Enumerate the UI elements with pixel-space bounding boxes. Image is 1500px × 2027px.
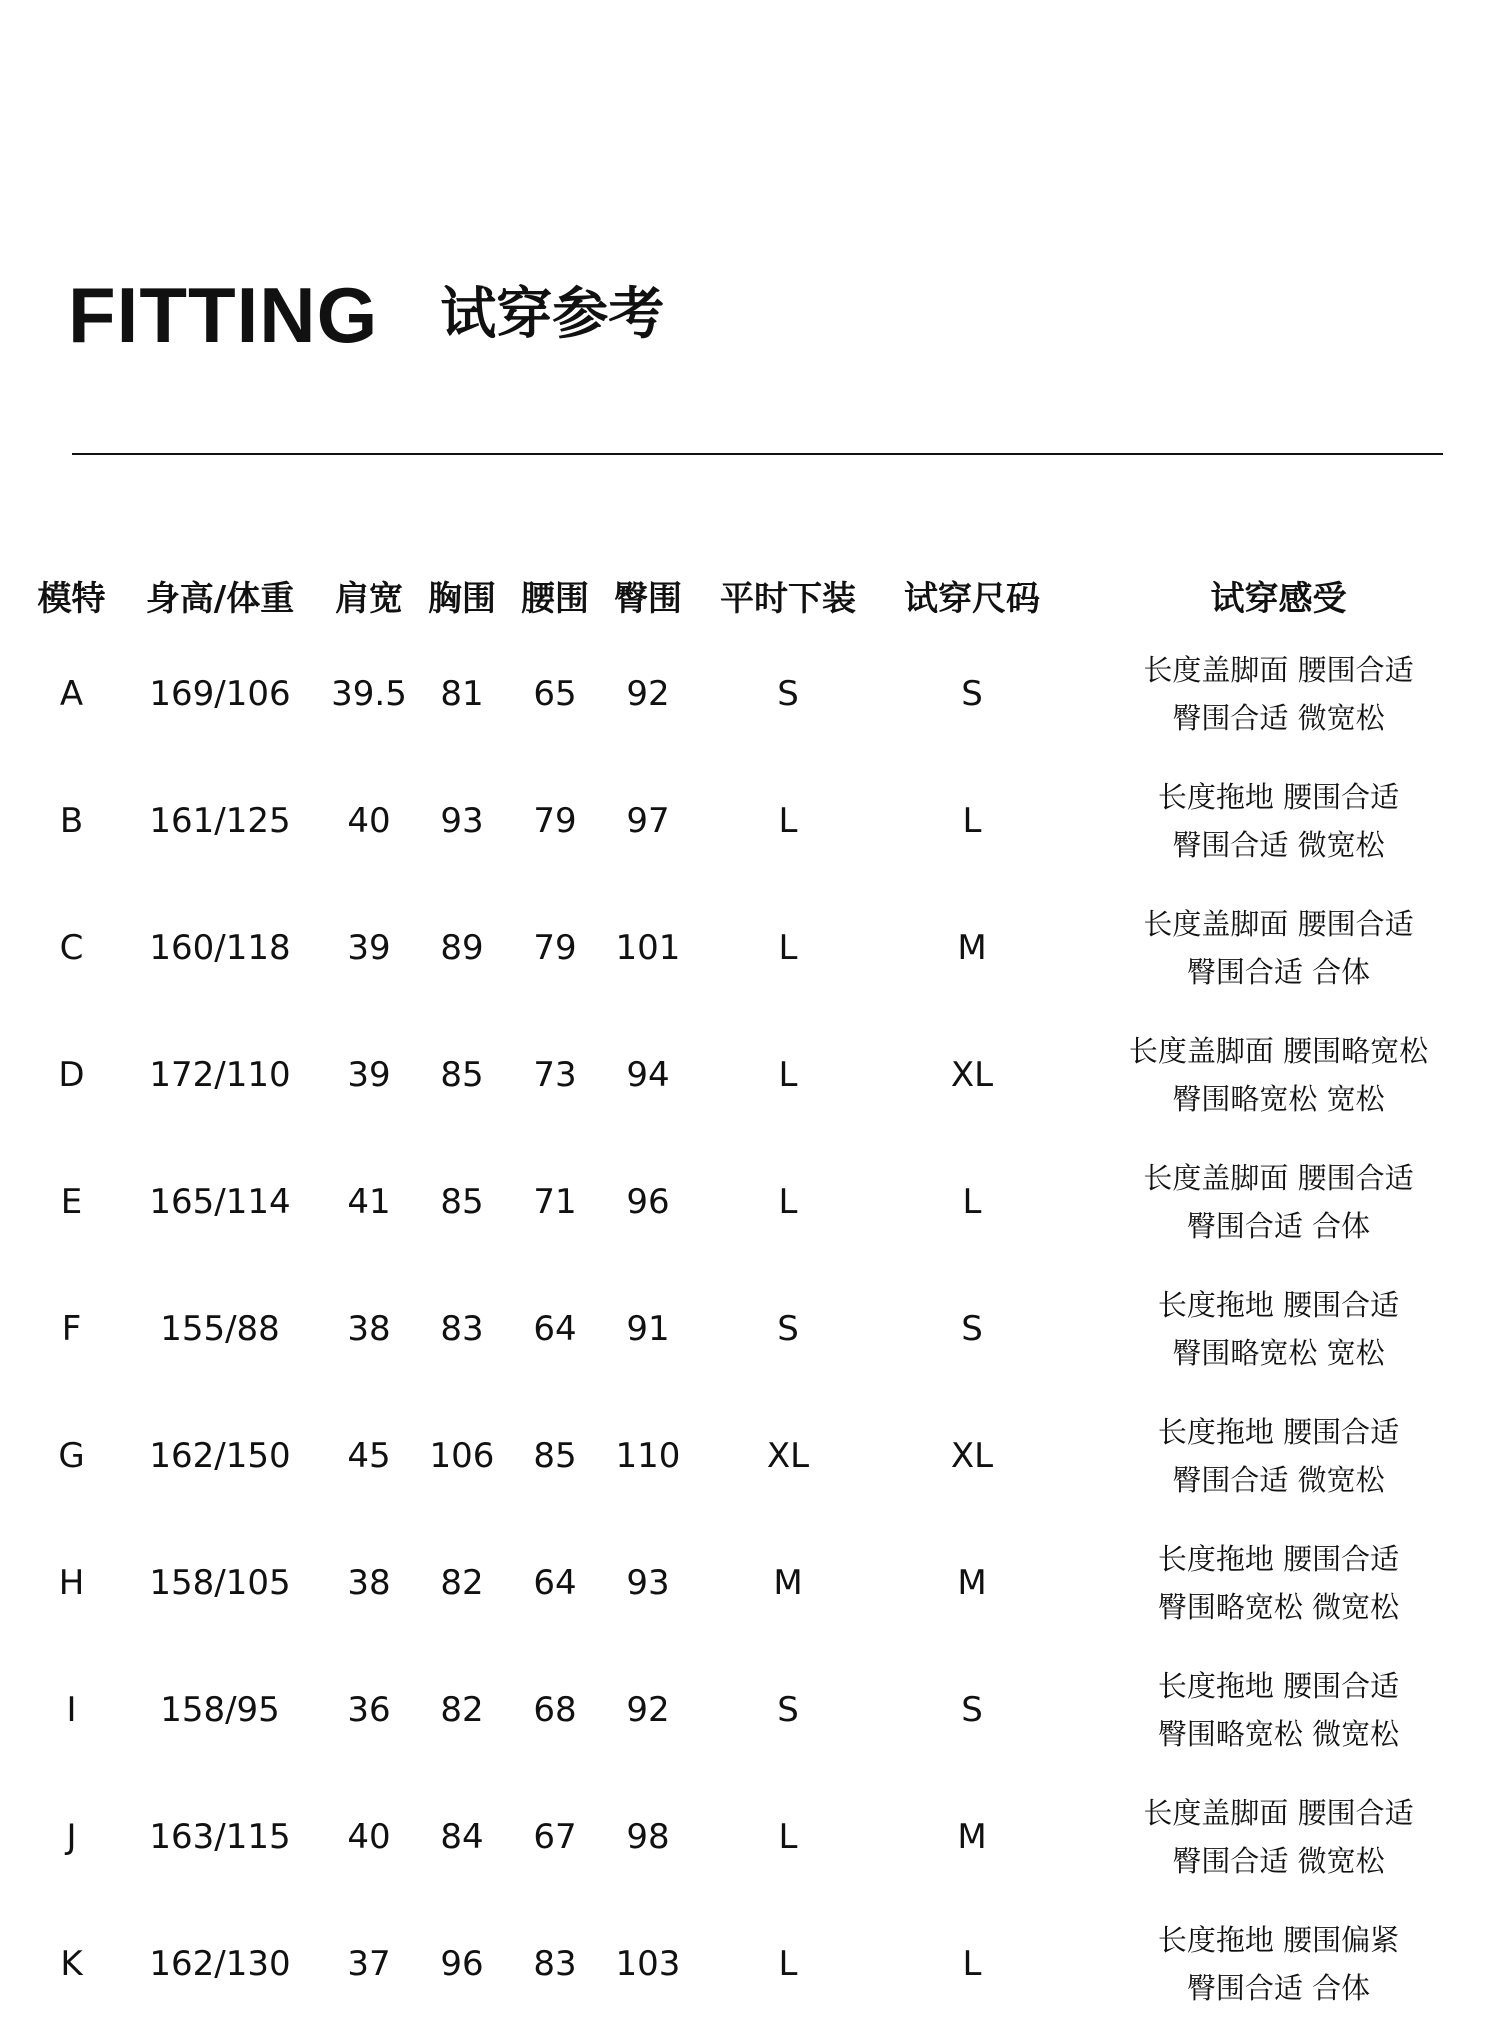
fitting-table bbox=[0, 560, 1500, 2027]
feel-cell bbox=[1057, 1519, 1500, 1646]
usual-size-cell: S bbox=[777, 1689, 799, 1730]
tried-size-cell: S bbox=[961, 1308, 983, 1349]
model-cell: A bbox=[59, 673, 84, 714]
hip-cell: 97 bbox=[626, 800, 670, 841]
table-row bbox=[0, 1138, 1500, 1265]
feel-cell bbox=[1057, 1773, 1500, 1900]
shoulder-cell: 39 bbox=[347, 927, 391, 968]
feel-cell bbox=[1057, 1646, 1500, 1773]
feel-line: 臀围略宽松 微宽松 bbox=[1157, 1589, 1400, 1624]
waist-cell: 67 bbox=[533, 1816, 577, 1857]
model-cell: K bbox=[60, 1943, 83, 1984]
model-cell: G bbox=[58, 1435, 85, 1476]
feel-line: 臀围略宽松 宽松 bbox=[1172, 1081, 1385, 1116]
hip-cell: 91 bbox=[626, 1308, 670, 1349]
hip-cell: 93 bbox=[626, 1562, 670, 1603]
bust-cell: 85 bbox=[440, 1181, 484, 1222]
usual-size-cell: S bbox=[777, 1308, 799, 1349]
table-row bbox=[0, 1900, 1500, 2027]
waist-cell: 68 bbox=[533, 1689, 577, 1730]
hip-cell: 103 bbox=[615, 1943, 681, 1984]
waist-cell: 64 bbox=[533, 1308, 577, 1349]
usual-size-cell: M bbox=[773, 1562, 803, 1603]
height-weight-cell: 155/88 bbox=[160, 1308, 280, 1349]
bust-cell: 81 bbox=[440, 673, 484, 714]
feel-cell bbox=[1057, 1392, 1500, 1519]
table-row bbox=[0, 1519, 1500, 1646]
waist-cell: 64 bbox=[533, 1562, 577, 1603]
usual-size-cell: L bbox=[778, 1816, 798, 1857]
model-cell: C bbox=[59, 927, 84, 968]
usual-size-cell: S bbox=[777, 673, 799, 714]
usual-size-cell: L bbox=[778, 1181, 798, 1222]
bust-cell: 83 bbox=[440, 1308, 484, 1349]
model-cell: B bbox=[59, 800, 84, 841]
feel-line: 长度盖脚面 腰围略宽松 bbox=[1128, 1033, 1429, 1068]
shoulder-cell: 40 bbox=[347, 1816, 391, 1857]
feel-line: 长度盖脚面 腰围合适 bbox=[1143, 906, 1414, 941]
table-row bbox=[0, 630, 1500, 757]
bust-cell: 106 bbox=[429, 1435, 495, 1476]
usual-size-cell: L bbox=[778, 927, 798, 968]
waist-cell: 65 bbox=[533, 673, 577, 714]
height-weight-cell: 162/150 bbox=[149, 1435, 291, 1476]
shoulder-cell: 38 bbox=[347, 1562, 391, 1603]
height-weight-cell: 160/118 bbox=[149, 927, 291, 968]
feel-cell bbox=[1057, 630, 1500, 757]
feel-line: 臀围合适 微宽松 bbox=[1172, 1843, 1385, 1878]
model-cell: E bbox=[60, 1181, 83, 1222]
tried-size-cell: XL bbox=[950, 1435, 994, 1476]
hip-cell: 110 bbox=[615, 1435, 681, 1476]
tried-size-cell: L bbox=[962, 1943, 982, 1984]
feel-line: 长度拖地 腰围偏紧 bbox=[1157, 1922, 1400, 1957]
height-weight-cell: 163/115 bbox=[149, 1816, 291, 1857]
usual-size-cell: L bbox=[778, 1054, 798, 1095]
header-bust: 胸围 bbox=[428, 578, 496, 619]
shoulder-cell: 37 bbox=[347, 1943, 391, 1984]
feel-cell bbox=[1057, 1138, 1500, 1265]
tried-size-cell: M bbox=[957, 1562, 987, 1603]
tried-size-cell: S bbox=[961, 1689, 983, 1730]
table-row bbox=[0, 1011, 1500, 1138]
tried-size-cell: M bbox=[957, 1816, 987, 1857]
header-hip: 臀围 bbox=[614, 578, 682, 619]
waist-cell: 73 bbox=[533, 1054, 577, 1095]
waist-cell: 85 bbox=[533, 1435, 577, 1476]
bust-cell: 96 bbox=[440, 1943, 484, 1984]
title-chinese: 试穿参考 bbox=[440, 282, 665, 347]
usual-size-cell: L bbox=[778, 800, 798, 841]
model-cell: H bbox=[58, 1562, 85, 1603]
table-row bbox=[0, 1773, 1500, 1900]
shoulder-cell: 36 bbox=[347, 1689, 391, 1730]
hip-cell: 92 bbox=[626, 673, 670, 714]
feel-line: 臀围合适 合体 bbox=[1186, 954, 1371, 989]
header-usual-size: 平时下装 bbox=[720, 578, 856, 619]
feel-line: 长度盖脚面 腰围合适 bbox=[1143, 1795, 1414, 1830]
shoulder-cell: 39.5 bbox=[331, 673, 407, 714]
height-weight-cell: 169/106 bbox=[149, 673, 291, 714]
feel-line: 臀围合适 微宽松 bbox=[1172, 700, 1385, 735]
model-cell: I bbox=[66, 1689, 77, 1730]
model-cell: D bbox=[58, 1054, 85, 1095]
tried-size-cell: XL bbox=[950, 1054, 994, 1095]
table-row bbox=[0, 1646, 1500, 1773]
hip-cell: 96 bbox=[626, 1181, 670, 1222]
shoulder-cell: 45 bbox=[347, 1435, 391, 1476]
bust-cell: 82 bbox=[440, 1689, 484, 1730]
bust-cell: 82 bbox=[440, 1562, 484, 1603]
usual-size-cell: L bbox=[778, 1943, 798, 1984]
feel-line: 臀围合适 微宽松 bbox=[1172, 827, 1385, 862]
model-cell: J bbox=[66, 1816, 77, 1857]
model-cell: F bbox=[61, 1308, 82, 1349]
shoulder-cell: 40 bbox=[347, 800, 391, 841]
waist-cell: 71 bbox=[533, 1181, 577, 1222]
feel-line: 臀围合适 合体 bbox=[1186, 1970, 1371, 2005]
feel-cell bbox=[1057, 1011, 1500, 1138]
height-weight-cell: 158/95 bbox=[160, 1689, 280, 1730]
hip-cell: 98 bbox=[626, 1816, 670, 1857]
feel-line: 臀围合适 微宽松 bbox=[1172, 1462, 1385, 1497]
waist-cell: 79 bbox=[533, 800, 577, 841]
feel-line: 长度拖地 腰围合适 bbox=[1157, 1541, 1400, 1576]
header-shoulder: 肩宽 bbox=[335, 578, 403, 619]
height-weight-cell: 165/114 bbox=[149, 1181, 291, 1222]
feel-line: 长度拖地 腰围合适 bbox=[1157, 1287, 1400, 1322]
table-row bbox=[0, 1265, 1500, 1392]
tried-size-cell: L bbox=[962, 800, 982, 841]
height-weight-cell: 162/130 bbox=[149, 1943, 291, 1984]
feel-cell bbox=[1057, 757, 1500, 884]
feel-line: 长度盖脚面 腰围合适 bbox=[1143, 652, 1414, 687]
header-tried-size: 试穿尺码 bbox=[904, 578, 1040, 619]
waist-cell: 83 bbox=[533, 1943, 577, 1984]
page-title bbox=[68, 270, 664, 360]
height-weight-cell: 158/105 bbox=[149, 1562, 291, 1603]
bust-cell: 84 bbox=[440, 1816, 484, 1857]
feel-line: 臀围略宽松 宽松 bbox=[1172, 1335, 1385, 1370]
height-weight-cell: 172/110 bbox=[149, 1054, 291, 1095]
title-divider bbox=[72, 453, 1443, 455]
feel-cell bbox=[1057, 1900, 1500, 2027]
header-height-weight: 身高/体重 bbox=[145, 578, 295, 619]
feel-cell bbox=[1057, 1265, 1500, 1392]
shoulder-cell: 41 bbox=[347, 1181, 391, 1222]
feel-line: 长度拖地 腰围合适 bbox=[1157, 1414, 1400, 1449]
table-row bbox=[0, 884, 1500, 1011]
table-header-row bbox=[0, 560, 1500, 630]
tried-size-cell: M bbox=[957, 927, 987, 968]
hip-cell: 94 bbox=[626, 1054, 670, 1095]
feel-line: 臀围合适 合体 bbox=[1186, 1208, 1371, 1243]
hip-cell: 92 bbox=[626, 1689, 670, 1730]
hip-cell: 101 bbox=[615, 927, 681, 968]
title-english: FITTING bbox=[68, 271, 379, 359]
feel-line: 臀围略宽松 微宽松 bbox=[1157, 1716, 1400, 1751]
feel-line: 长度盖脚面 腰围合适 bbox=[1143, 1160, 1414, 1195]
bust-cell: 89 bbox=[440, 927, 484, 968]
shoulder-cell: 38 bbox=[347, 1308, 391, 1349]
feel-line: 长度拖地 腰围合适 bbox=[1157, 1668, 1400, 1703]
waist-cell: 79 bbox=[533, 927, 577, 968]
feel-line: 长度拖地 腰围合适 bbox=[1157, 779, 1400, 814]
table-row bbox=[0, 1392, 1500, 1519]
height-weight-cell: 161/125 bbox=[149, 800, 291, 841]
table-row bbox=[0, 757, 1500, 884]
feel-cell bbox=[1057, 884, 1500, 1011]
tried-size-cell: L bbox=[962, 1181, 982, 1222]
table-body bbox=[0, 630, 1500, 2027]
header-model: 模特 bbox=[37, 578, 106, 619]
shoulder-cell: 39 bbox=[347, 1054, 391, 1095]
usual-size-cell: XL bbox=[766, 1435, 810, 1476]
bust-cell: 85 bbox=[440, 1054, 484, 1095]
header-feel: 试穿感受 bbox=[1210, 578, 1347, 619]
header-waist: 腰围 bbox=[521, 578, 589, 619]
tried-size-cell: S bbox=[961, 673, 983, 714]
bust-cell: 93 bbox=[440, 800, 484, 841]
